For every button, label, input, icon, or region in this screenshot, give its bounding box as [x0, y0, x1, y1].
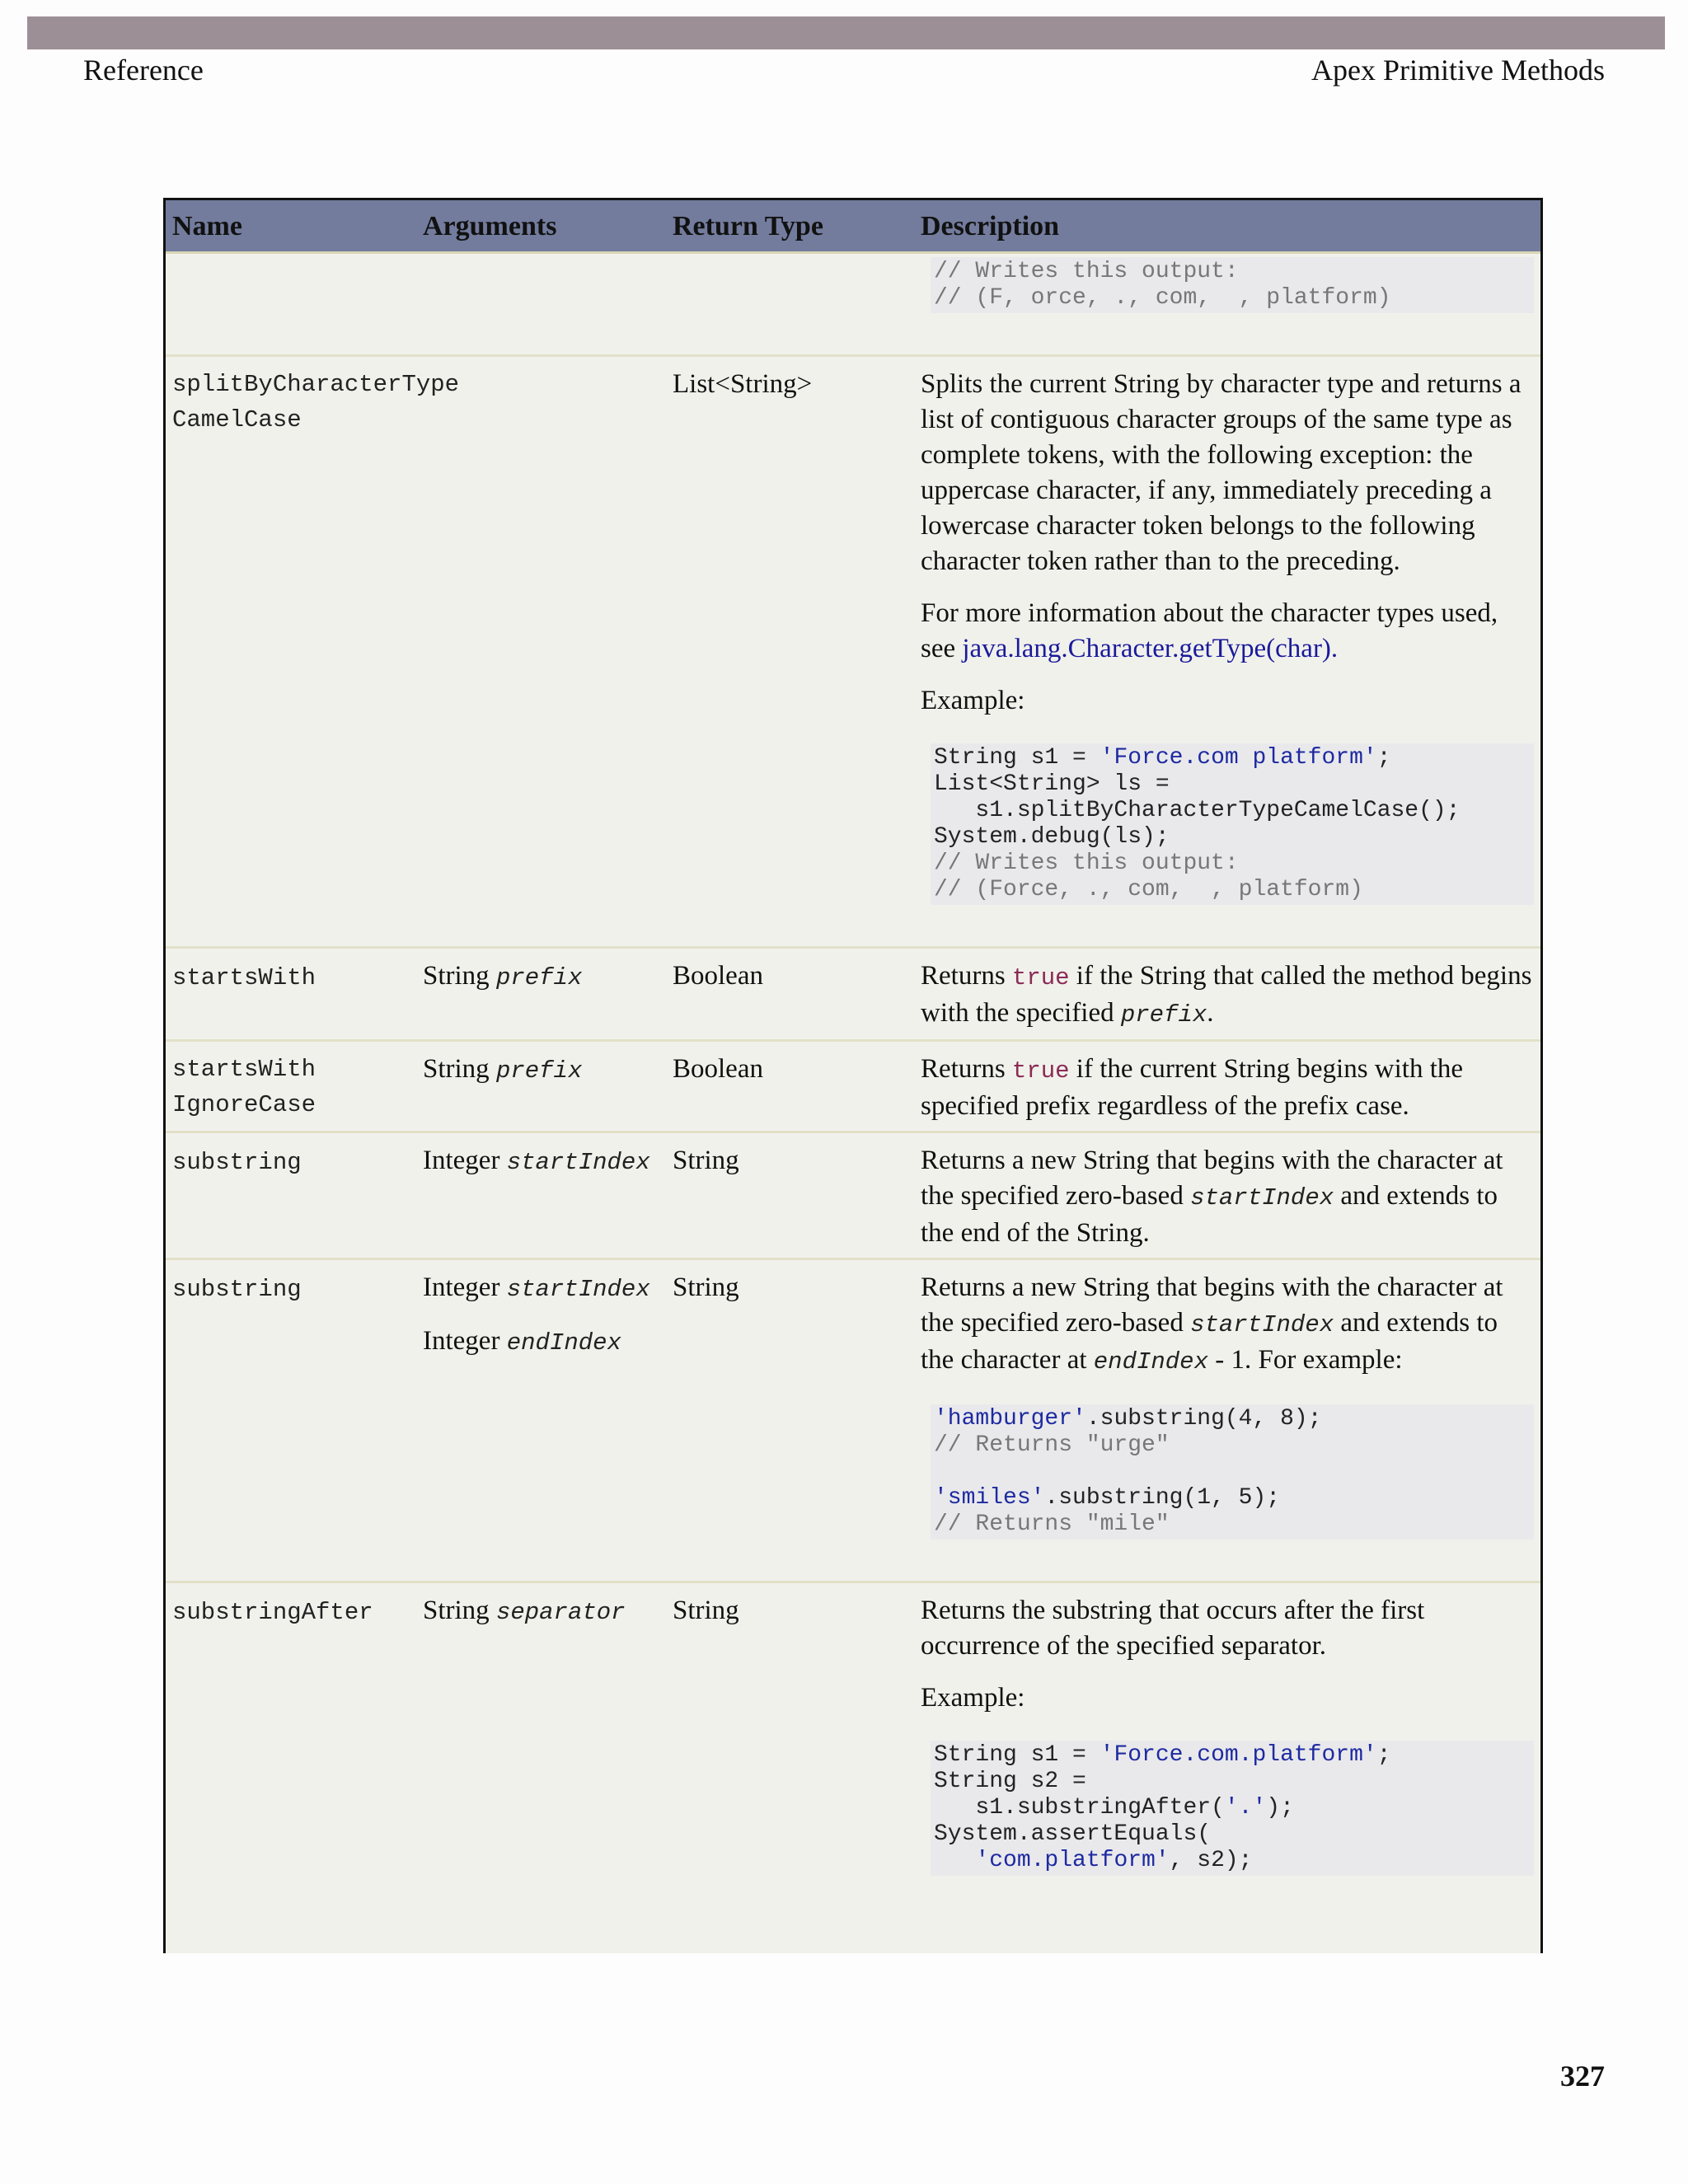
code-comment: // Writes this output: — [934, 259, 1239, 284]
description-cell — [914, 356, 1540, 948]
code-text: String s1 = — [934, 745, 1100, 771]
return-type-cell: String — [666, 1259, 914, 1582]
table-row — [166, 1132, 1540, 1259]
column-header-name: Name — [166, 200, 416, 253]
method-name: startsWith — [172, 964, 316, 991]
code-text: .substring(4, 8); — [1085, 1406, 1322, 1432]
methods-table — [163, 198, 1543, 1953]
method-name: CamelCase — [172, 406, 302, 434]
return-type-cell: String — [666, 1132, 914, 1259]
description-cell — [914, 1259, 1540, 1582]
argument-type: Integer — [423, 1326, 507, 1356]
page-number: 327 — [1560, 2060, 1605, 2093]
description-text — [921, 596, 1534, 667]
description-text — [921, 1270, 1534, 1380]
arguments-cell — [416, 948, 666, 1041]
code-text: .substring(1, 5); — [1044, 1485, 1281, 1511]
table-row — [166, 356, 1540, 948]
arguments-cell — [416, 1041, 666, 1132]
code-text: List<String> ls = — [934, 771, 1170, 797]
code-text: s1.splitByCharacterTypeCamelCase(); — [934, 798, 1461, 823]
keyword-true: true — [1011, 1057, 1070, 1085]
table-row — [166, 253, 1540, 356]
method-name-cell — [166, 1041, 416, 1132]
method-name: substringAfter — [172, 1599, 373, 1626]
method-name: splitByCharacterType — [172, 371, 460, 398]
parameter-reference: endIndex — [1093, 1348, 1208, 1376]
arguments-cell — [416, 356, 666, 948]
column-header-return-type: Return Type — [666, 200, 914, 253]
code-comment: // Returns "mile" — [934, 1511, 1170, 1537]
argument-type: Integer — [423, 1272, 507, 1302]
header-chapter-title: Apex Primitive Methods — [1311, 54, 1605, 87]
code-block — [931, 1404, 1534, 1540]
code-string: 'com.platform' — [975, 1848, 1170, 1873]
arguments-cell — [416, 1132, 666, 1259]
description-text: Returns the substring that occurs after the first occurrence of the specified separator. — [921, 1596, 1425, 1661]
method-name-cell — [166, 1132, 416, 1259]
code-block — [931, 257, 1534, 313]
code-text: String s1 = — [934, 1742, 1100, 1768]
argument-name: separator — [495, 1599, 626, 1626]
table-row — [166, 948, 1540, 1041]
parameter-reference: startIndex — [1190, 1311, 1334, 1338]
header-bar — [27, 16, 1665, 49]
code-text: ; — [1376, 1742, 1391, 1768]
column-header-description: Description — [914, 200, 1540, 253]
return-type-cell: Boolean — [666, 948, 914, 1041]
code-string: '.' — [1224, 1795, 1267, 1821]
code-comment: // Writes this output: — [934, 851, 1239, 876]
method-name-cell — [166, 1582, 416, 1891]
code-text: ); — [1266, 1795, 1294, 1821]
return-type-cell: String — [673, 1596, 739, 1625]
argument-name: prefix — [495, 964, 583, 991]
example-label: Example: — [921, 1683, 1025, 1713]
code-comment: // (Force, ., com, , platform) — [934, 877, 1363, 902]
code-string: 'Force.com.platform' — [1100, 1742, 1377, 1768]
description-cell — [914, 1582, 1540, 1891]
code-block — [931, 1741, 1534, 1876]
code-comment: // (F, orce, ., com, , platform) — [934, 285, 1391, 311]
code-string: 'Force.com platform' — [1100, 745, 1377, 771]
description-text: Returns a new String that begins with the character at the specified zero-based — [921, 1146, 1503, 1211]
code-string: 'hamburger' — [934, 1406, 1086, 1432]
argument-type: Integer — [423, 1146, 507, 1175]
description-text: Returns a new String that begins with the character at the specified zero-based — [921, 1272, 1503, 1338]
header-section-title: Reference — [83, 54, 204, 87]
description-text: For more information about the character types used, see — [921, 598, 1498, 663]
argument-name: endIndex — [506, 1329, 621, 1357]
arguments-cell — [416, 1582, 666, 1891]
table-row — [166, 1582, 1540, 1891]
argument-type: String — [423, 961, 496, 991]
method-name-cell — [166, 356, 460, 948]
java-doc-link[interactable]: java.lang.Character.getType(char). — [962, 634, 1339, 663]
description-text: - 1. For example: — [1208, 1345, 1403, 1375]
code-text: s1.substringAfter( — [934, 1795, 1225, 1821]
argument-name: startIndex — [506, 1276, 650, 1303]
description-cell — [914, 1132, 1540, 1259]
argument-type: String — [423, 1596, 496, 1625]
code-text: , s2); — [1169, 1848, 1253, 1873]
parameter-reference: startIndex — [1190, 1184, 1334, 1212]
table-row — [166, 1041, 1540, 1132]
argument-name: startIndex — [506, 1149, 650, 1176]
description-cell — [914, 253, 1540, 356]
description-text: if the current String begins with the specified prefix regardless of the prefix case. — [921, 1054, 1464, 1121]
column-header-arguments: Arguments — [416, 200, 666, 253]
example-label: Example: — [921, 686, 1025, 715]
description-cell — [914, 1041, 1540, 1132]
code-comment: // Returns "urge" — [934, 1432, 1170, 1458]
keyword-true: true — [1011, 964, 1070, 991]
code-text: System.assertEquals( — [934, 1821, 1212, 1847]
description-text: and extends to the end of the String. — [921, 1181, 1498, 1248]
description-text: Splits the current String by character type and returns a list of contiguous character groups of the same type as complete tokens, with the following exception: the uppercase character, if any, immediately preceding a lowercase character token belongs to the following character token rather than to the preceding. — [921, 369, 1522, 576]
method-name-cell — [166, 948, 416, 1041]
code-block — [931, 743, 1534, 905]
method-name: startsWith — [172, 1056, 316, 1083]
code-text: ; — [1376, 745, 1391, 771]
description-text: if the String that called the method begins with the specified — [921, 961, 1532, 1028]
argument-type: String — [423, 1054, 496, 1084]
return-type-cell: List<String> — [666, 356, 914, 948]
description-text: Returns — [921, 961, 1012, 991]
description-cell — [914, 948, 1540, 1041]
return-type-cell: Boolean — [666, 1041, 914, 1132]
method-name: IgnoreCase — [172, 1091, 316, 1118]
code-text: System.debug(ls); — [934, 824, 1170, 850]
description-text: Returns — [921, 1054, 1012, 1084]
code-text: String s2 = — [934, 1769, 1086, 1794]
code-string: 'smiles' — [934, 1485, 1045, 1511]
arguments-cell — [416, 1259, 666, 1582]
code-text — [934, 1848, 975, 1873]
description-text: . — [1207, 998, 1214, 1028]
table-row — [166, 1259, 1540, 1582]
table-header-row — [166, 200, 1540, 253]
argument-name: prefix — [495, 1057, 583, 1085]
method-name: substring — [172, 1149, 302, 1176]
method-name: substring — [172, 1276, 302, 1303]
parameter-reference: prefix — [1120, 1001, 1207, 1029]
description-text: and extends to the character at — [921, 1308, 1498, 1375]
method-name-cell — [166, 1259, 416, 1582]
